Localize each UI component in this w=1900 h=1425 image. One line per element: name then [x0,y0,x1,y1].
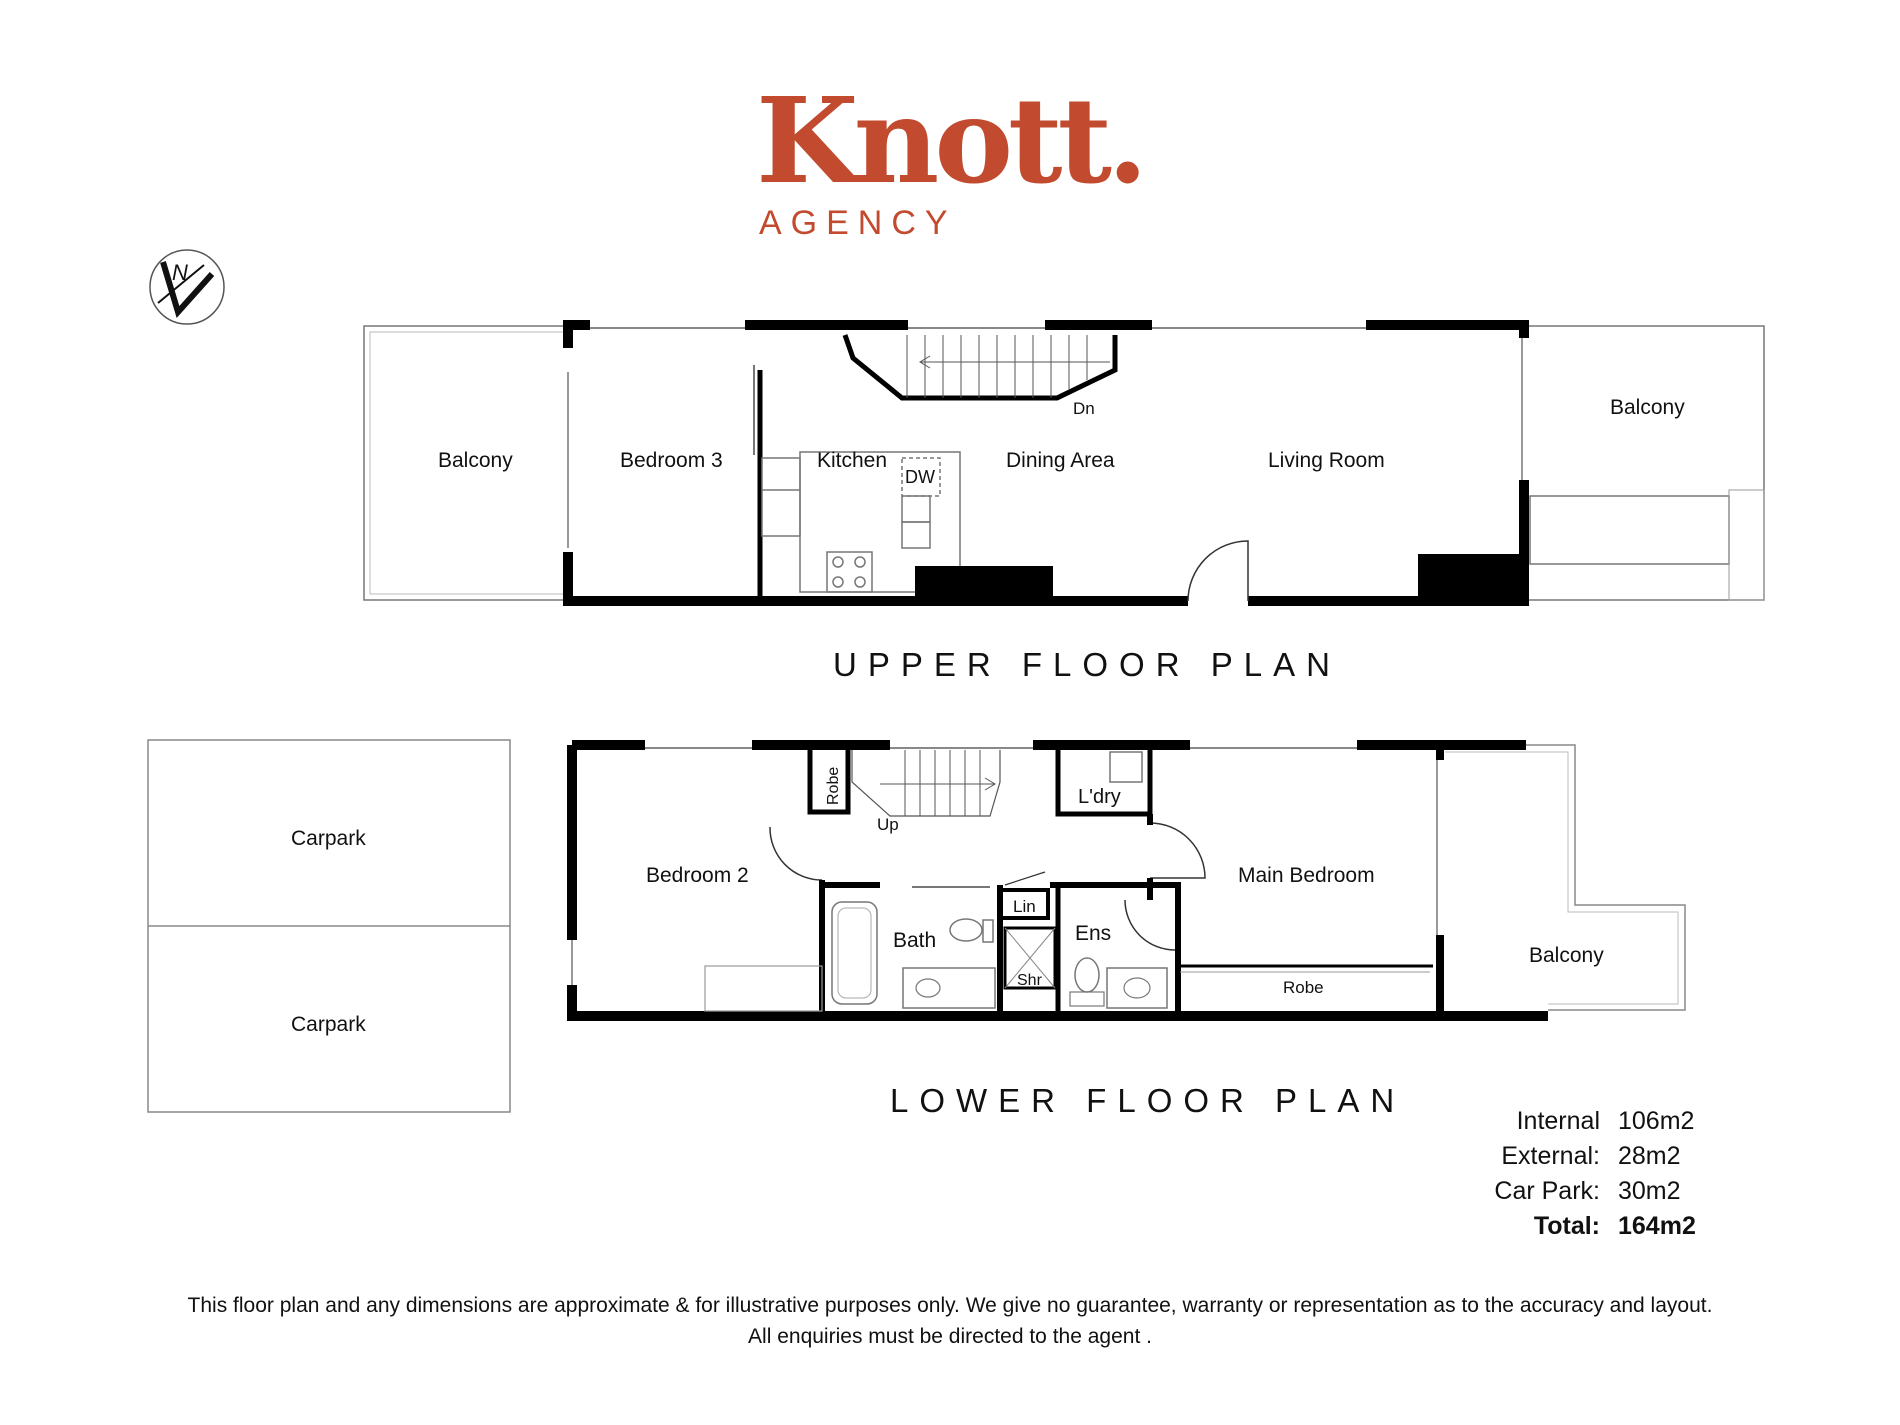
disclaimer-line-1: This floor plan and any dimensions are approximate & for illustrative purposes only. We give no guarantee, warranty or representation as to the accuracy and layout. [187,1294,1713,1317]
toilet-icon [950,919,982,941]
area-value: 30m2 [1618,1177,1681,1205]
area-summary [1470,1104,1696,1244]
upper-stairs [845,335,1115,398]
label-bedroom-2: Bedroom 2 [646,864,749,887]
label-bedroom-3: Bedroom 3 [620,449,723,472]
label-main-bedroom: Main Bedroom [1238,864,1375,887]
area-label: External: [1501,1142,1600,1170]
upper-floor-plan [364,325,1764,601]
area-row-external [1470,1139,1696,1174]
lower-balcony-outline [1440,745,1685,1010]
ensuite-door [1125,900,1175,950]
label-stairs-up: Up [877,815,899,834]
area-value: 106m2 [1618,1107,1695,1135]
label-bath: Bath [893,929,937,952]
label-laundry: L'dry [1078,786,1121,808]
sink-icon [902,496,930,522]
label-dining-area: Dining Area [1006,449,1115,472]
bedroom2-door [770,827,822,880]
total-value: 164m2 [1618,1212,1696,1240]
area-value: 28m2 [1618,1142,1681,1170]
lower-floor-title: LOWER FLOOR PLAN [890,1082,1406,1119]
main-bedroom-door [1150,823,1205,878]
area-row-internal [1470,1104,1696,1139]
upper-solid-wall [915,566,1053,598]
label-balcony-upper-left: Balcony [438,449,513,472]
lower-stairs [852,750,1000,816]
label-balcony-lower: Balcony [1529,944,1604,967]
label-carpark-1: Carpark [291,827,366,850]
bedroom2-desk [705,966,822,1011]
label-living-room: Living Room [1268,449,1385,472]
bathtub-icon [832,902,877,1004]
label-shower: Shr [1017,972,1042,989]
label-ensuite: Ens [1075,922,1112,945]
brand-subtitle: AGENCY [759,204,957,242]
vanity-icon [903,968,995,1008]
upper-balcony-step [1729,490,1764,600]
north-arrow-icon [150,250,224,324]
upper-entry-door [1188,541,1248,601]
ensuite-vanity-icon [1107,968,1167,1008]
area-row-carpark [1470,1174,1696,1209]
cooktop-icon [827,552,872,592]
upper-floor-title: UPPER FLOOR PLAN [833,646,1341,683]
area-label: Car Park: [1494,1177,1600,1205]
label-dishwasher: DW [905,467,935,487]
area-row-total [1470,1209,1696,1244]
label-carpark-2: Carpark [291,1013,366,1036]
disclaimer [0,1290,1900,1352]
label-kitchen: Kitchen [817,449,888,472]
upper-balcony-planter [1530,496,1729,564]
upper-solid-wall-right [1418,554,1524,600]
label-balcony-upper-right: Balcony [1610,396,1685,419]
laundry-tub-icon [1110,752,1142,782]
upper-balcony-right-outline [1524,326,1764,600]
area-label: Internal [1516,1107,1600,1135]
label-robe-small: Robe [825,766,842,805]
total-label: Total: [1533,1212,1600,1240]
label-linen: Lin [1013,897,1036,916]
ensuite-toilet-icon [1075,958,1099,992]
compass-letter: N [172,260,188,285]
lower-floor-plan [148,740,1685,1112]
label-robe-main: Robe [1283,978,1324,997]
brand-logo: Knott. [756,71,1144,210]
label-stairs-down: Dn [1073,399,1095,418]
disclaimer-line-2: All enquiries must be directed to the agent . [748,1325,1152,1348]
